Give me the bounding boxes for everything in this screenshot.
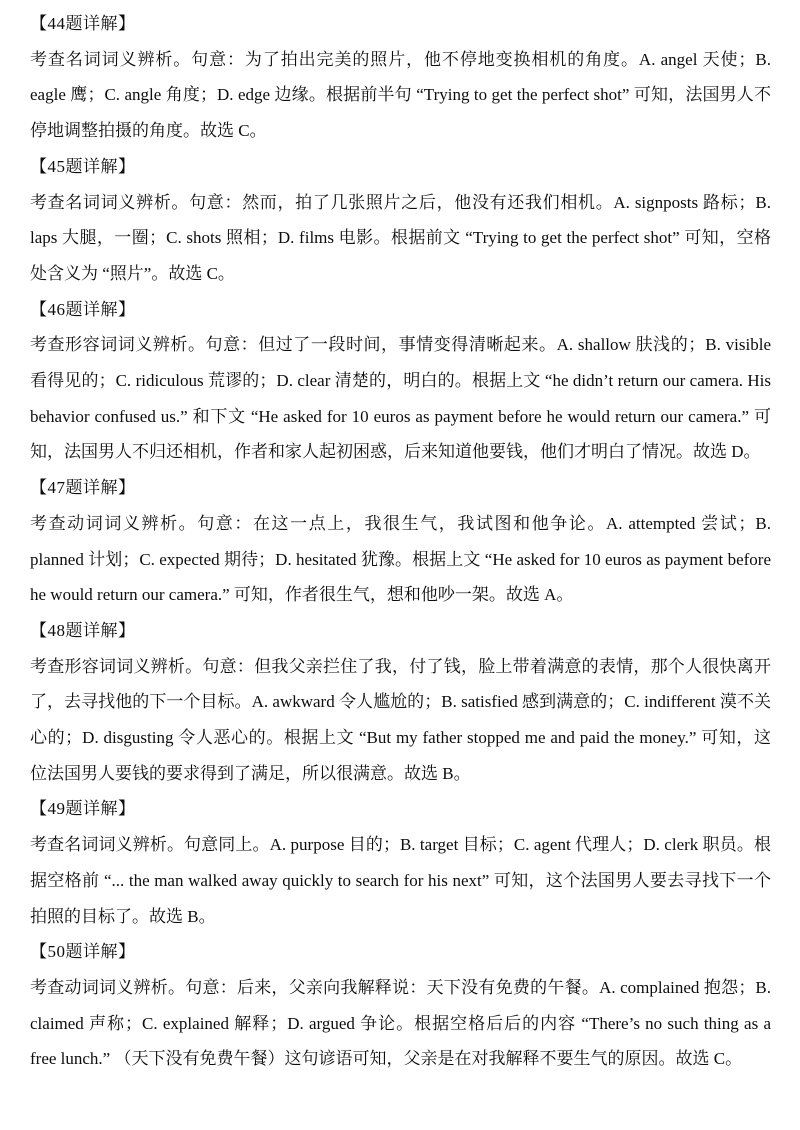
section-heading-44: 【44题详解】 <box>30 14 136 33</box>
section-heading-48: 【48题详解】 <box>30 620 136 640</box>
explanation-section-45 <box>30 149 771 292</box>
section-heading-45: 【45题详解】 <box>30 156 136 176</box>
section-body-44: 考查名词词义辨析。句意：为了拍出完美的照片，他不停地变换相机的角度。A. angel 天使；B. eagle 鹰；C. angle 角度；D. edge 边缘。根据前半句 “Trying to get the perfect shot” 可知，法国男人不停地调整拍摄的角度。故选 C。 <box>30 49 771 141</box>
section-body-46: 考查形容词词义辨析。句意：但过了一段时间，事情变得清晰起来。A. shallow 肤浅的；B. visible 看得见的；C. ridiculous 荒谬的；D. clear 清楚的，明白的。根据上文 “he didn’t return our camera. His behavior confused us.” 和下文 “He asked for 10 euros as payment before he would return our camera.” 可知，法国男人不归还相机，作者和家人起初困惑，后来知道他要钱，他们才明白了情况。故选 D。 <box>30 335 771 462</box>
section-body-48: 考查形容词词义辨析。句意：但我父亲拦住了我，付了钱，脸上带着满意的表情，那个人很快离开了，去寻找他的下一个目标。A. awkward 令人尴尬的；B. satisfied 感到满意的；C. indifferent 漠不关心的；D. disgusting 令人恶心的。根据上文 “But my father stopped me and paid the money.” 可知，这位法国男人要钱的要求得到了满足，所以很满意。故选 B。 <box>30 656 771 783</box>
section-heading-46: 【46题详解】 <box>30 299 136 319</box>
section-body-45: 考查名词词义辨析。句意：然而，拍了几张照片之后，他没有还我们相机。A. signposts 路标；B. laps 大腿，一圈；C. shots 照相；D. films 电影。根据前文 “Trying to get the perfect shot” 可知，空格处含义为 “照片”。故选 C。 <box>30 192 771 283</box>
section-heading-50: 【50题详解】 <box>30 942 136 962</box>
explanation-section-50 <box>30 934 771 1077</box>
explanation-section-44 <box>30 6 771 149</box>
explanation-section-48 <box>30 613 771 792</box>
section-body-49: 考查名词词义辨析。句意同上。A. purpose 目的；B. target 目标；C. agent 代理人；D. clerk 职员。根据空格前 “... the man walked away quickly to search for his next” 可知，这个法国男人要去寻找下一个拍照的目标了。故选 B。 <box>30 835 771 926</box>
section-body-50: 考查动词词义辨析。句意：后来，父亲向我解释说：天下没有免费的午餐。A. complained 抱怨；B. claimed 声称；C. explained 解释；D. argued 争论。根据空格后后的内容 “There’s no such thing as a free lunch.” （天下没有免费午餐）这句谚语可知，父亲是在对我解释不要生气的原因。故选 C。 <box>30 977 771 1069</box>
explanation-section-47 <box>30 470 771 613</box>
explanation-section-46 <box>30 292 771 471</box>
section-heading-47: 【47题详解】 <box>30 478 136 498</box>
section-heading-49: 【49题详解】 <box>30 799 136 819</box>
section-body-47: 考查动词词义辨析。句意：在这一点上，我很生气，我试图和他争论。A. attempted 尝试；B. planned 计划；C. expected 期待；D. hesitated 犹豫。根据上文 “He asked for 10 euros as payment before he would return our camera.” 可知，作者很生气，想和他吵一架。故选 A。 <box>30 513 771 605</box>
explanation-section-49 <box>30 791 771 934</box>
